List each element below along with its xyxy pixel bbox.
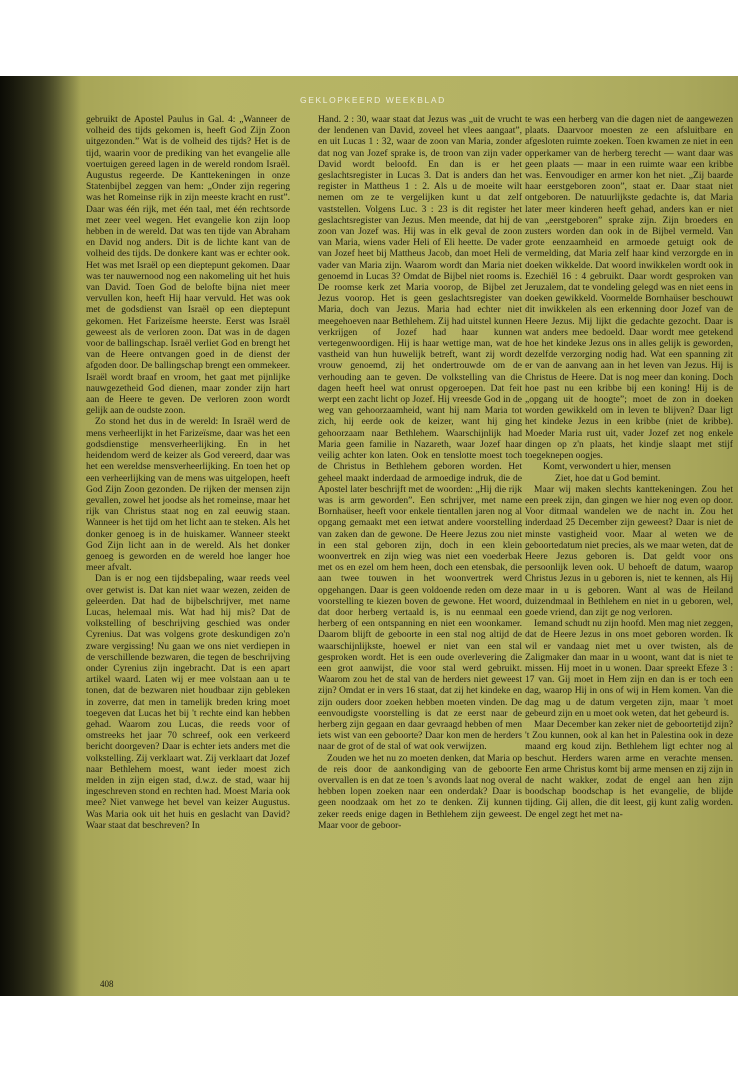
paragraph: Maar December kan zeker niet de geboortetijd zijn? 't Zou kunnen, ook al kan het in Palestina ook in deze maand erg koud zijn. Bethlehem ligt echter nog al beschut. Herders waren arme en verachte mensen. Een arme Christus komt bij arme mensen en zij zijn in de nacht wakker, zodat de engel aan hen zijn boodschap boodschap is het evangelie, de blijde tijding. Gij allen, die dit leest, gij kunt zalig worden. De engel zegt het met na- — [525, 718, 733, 820]
paragraph: Maar wij maken slechts kanttekeningen. Zou het een preek zijn, dan gingen we hier nog even op door. Voor ditmaal wandelen we de nacht in. Zou het inderdaad 25 December zijn geweest? Daar is niet de minste vastigheid voor. Maar al weten we de geboortedatum niet precies, als we maar weten, dat de Heere Jezus geboren is. Dat geldt voor ons persoonlijk leven ook. U behoeft de datum, waarop Christus Jezus in u geboren is, niet te kennen, als Hij maar in u is geboren. Want al was de Heiland duizendmaal in Bethlehem en niet in u geboren, wel, goede vriend, dan zijt ge nog verloren. — [525, 483, 733, 618]
paragraph: Iemand schudt nu zijn hoofd. Men mag niet zeggen, dat de Heere Jezus in ons moet geboren worden. Ik wil er vandaag niet met u over twisten, als de Zaligmaker dan maar in u woont, want dat is niet te missen. Hij moet in u wonen. Daar spreekt Efeze 3 : 17 van. Gij moet in Hem zijn en dan is er toch een dag, waarop Hij in ons of wij in Hem komen. Van die dag mag u de datum vergeten zijn, maar 't moet gebeurd zijn en u moet ook weten, dat het gebeurd is. — [525, 618, 733, 719]
verse-line: Komt, verwondert u hier, mensen — [543, 461, 671, 473]
paragraph: Zo stond het dus in de wereld: In Israël werd de mens verheerlijkt in het Farizeïsme, daar was het een godsdienstige mensverheerlijking. En in het heidendom werd de keizer als God vereerd, daar was het een wereldse mensverheerlijking. En toen het op een verheerlijking van de mens was uitgelopen, heeft God Zijn Zoon gezonden. De rijken der mensen zijn gevallen, zowel het joodse als het romeinse, maar het rijk van Christus staat nog en zal eeuwig staan. Wanneer is het tijd om het licht aan te steken. Als het donker genoeg is in de huiskamer. Wanneer steekt God Zijn licht aan in de wereld. Als het donker genoeg is geworden en de wereld hoe langer hoe meer afvalt. — [86, 416, 290, 574]
running-header: GEKLOPKEERD WEEKBLAD — [300, 95, 446, 105]
verse-line: Ziet, hoe dat u God bemint. — [555, 472, 661, 484]
paragraph: gebruikt de Apostel Paulus in Gal. 4: „Wanneer de volheid des tijds gekomen is, heeft God Zijn Zoon uitgezonden.” Wat is de volheid des tijds? Het is de tijd, waarin voor de prediking van het evangelie alle voertuigen gereed lagen in de wereld rondom Israël. Augustus regeerde. De Kanttekeningen in onze Statenbijbel zeggen van hem: „Onder zijn regering was het Romeinse rijk in zijn meeste kracht en rust”. Daar was één rijk, met één taal, met één rechtsorde met zeer veel wegen. Het evangelie kon zijn loop hebben in de wereld. Dat was ten tijde van Abraham en David nog anders. Dit is de lichte kant van de volheid des tijds. De donkere kant was er echter ook. Het was met Israël op een dieptepunt gekomen. Daar was ter nauwernood nog een nakomeling uit het huis van David. Toen God de belofte bijna niet meer vervullen kon, heeft Hij haar vervuld. Het was ook met de godsdienst van Israël op een dieptepunt gekomen. Het Farizeïsme heerste. Eerst was Israël geweest als de verloren zoon. Dat was in de dagen voor de ballingschap. Israël verliet God en brengt het van de Heere ontvangen goed in de dienst der afgoden door. De ballingschap brengt een ommekeer. Israël wordt braaf en vroom, het gaat met pijnlijke nauwgezetheid God dienen, maar zonder zijn hart aan de Heere te geven. De verloren zoon wordt gelijk aan de oudste zoon. — [86, 114, 290, 417]
scanned-page — [0, 76, 738, 996]
paragraph: Zouden we het nu zo moeten denken, dat Maria op de reis door de aankondiging van de geboorte overvallen is en dat ze toen 's avonds laat nog overal hebben lopen zoeken naar een onderdak? Daar is geen noodzaak om het zo te denken. Zij kunnen zeker reeds enige dagen in Bethlehem zijn geweest. Maar voor de geboor- — [318, 752, 522, 831]
text-column-3 — [525, 114, 733, 992]
paragraph: Hand. 2 : 30, waar staat dat Jezus was „uit de vrucht der lendenen van David, zoveel het vlees aangaat”, en uit Lucas 1 : 32, waar de zoon van Maria, zonder dat nog van Jozef sprake is, de troon van zijn vader David wordt beloofd. En dan is er het geslachtsregister in Lucas 3. Dat is anders dan het register in Mattheus 1 : 2. Als u de moeite wilt nemen om ze te vergelijken kunt u dat zelf vaststellen. Volgens Luc. 3 : 23 is dit register het geslachtsregister van Jezus. Men meende, dat hij de zoon van Jozef was. Hij was in elk geval de zoon van Maria, wiens vader Heli of Eli heette. De vader van Jozef heet bij Mattheus Jacob, dan moet Heli de vader van Maria zijn. Waarom wordt dan Maria niet genoemd in Lucas 3? Omdat de Bijbel niet rooms is. De roomse kerk zet Maria voorop, de Bijbel zet Jezus voorop. Het is geen geslachtsregister van Maria, doch van Jezus. Maria had echter niet meegehoeven naar Bethlehem. Zij had uitstel kunnen verkrijgen of Jozef had haar kunnen vertegenwoordigen. Hij is haar wettige man, wat de vastheid van hun huwelijk betreft, want zij wordt vrouw genoemd, zij het ondertrouwde om de verhouding aan te geven. De volkstelling van die dagen heeft heel wat onrust opgeroepen. Dat feit werpt een zacht licht op Jozef. Hij vreesde God in de weg van gehoorzaamheid, want hij nam Maria tot zich, hij eerde ook de keizer, want hij ging gehoorzaam naar Bethlehem. Waarschijnlijk had Maria geen familie in Nazareth, waar Jozef haar veilig achter kon laten. Ook en tenslotte moest toch de Christus in Bethlehem geboren worden. Het geheel maakt inderdaad de armoedige indruk, die de Apostel later beschrijft met de woorden: „Hij die rijk was is arm geworden”. Een schrijver, met name Bornhaüser, heeft voor enkele tientallen jaren nog al opgang gemaakt met een ietwat andere voorstelling van zaken dan de gewone. De Heere Jezus zou niet in een stal geboren zijn, doch in een klein woonvertrek en zijn wieg was niet een voederbak met os en ezel om hem heen, doch een etensbak, die aan twee touwen in het woonvertrek werd opgehangen. Daar is geen voldoende reden om deze voorstelling te kiezen boven de gewone. Het woord, dat door herberg vertaald is, is nu eenmaal een herberg of een ontspanning en niet een woonkamer. Daarom blijft de geboorte in een stal nog altijd de waarschijnlijkste, hoewel er niet van een stal gesproken wordt. Het is een oude overlevering die een grot aanwijst, die voor stal werd gebruikt. Waarom zou het de stal van de herders niet geweest zijn? Omdat er in vers 16 staat, dat zij het kindeke en zijn ouders door zoeken hebben moeten vinden. De eenvoudigste voorstelling is dat ze eerst naar de herberg zijn gegaan en daar gevraagd hebben of men iets wist van een geboorte? Daar kon men de herders naar de grot of de stal of wat ook verwijzen. — [318, 114, 522, 753]
paragraph: te was een herberg van die dagen niet de aangewezen plaats. Daarvoor moesten ze een afsluitbare en afgesloten ruimte zoeken. Toen kwamen ze niet in een opperkamer van de herberg terecht — want daar was geen plaats — maar in een ruimte waar een kribbe was. Eenvoudiger en armer kon het niet. „Zij baarde haar eerstgeboren zoon”, staat er. Daar staat niet ontgeboren. De natuurlijkste gedachte is, dat Maria later meer kinderen heeft gehad, anders kan er niet van „eerstgeboren” sprake zijn. Zijn broeders en zusters worden dan ook in de Bijbel vermeld. Van grote eenzaamheid en armoede getuigt ook de vermelding, dat Maria zelf haar kind verzorgde en in doeken wikkelde. Dat woord inwikkelen wordt ook in Ezechiël 16 : 4 gebruikt. Daar wordt gesproken van Jeruzalem, dat te vondeling gelegd was en niet eens in doeken gewikkeld. Voormelde Bornhaüser beschouwt dit inwikkelen als een erkenning door Jozef van de Heere Jezus. Mij lijkt die gedachte gezocht. Daar is wat anders mee bedoeld. Daar wordt mee getekend hoe het kindeke Jezus ons in alles gelijk is geworden, dezelfde verzorging nodig had. Wat een spanning zit er van de aanvang aan in het leven van Jezus. Hij is Christus de Heere. Dat is nog meer dan koning. Doch hoe past nu een kribbe bij een koning! Hij is de „opgang uit de hoogte”; moet de zon in doeken worden gewikkeld om in leven te blijven? Daar ligt het kindeke Jezus in een kribbe (niet de kribbe). Moeder Maria rust uit, vader Jozef zet nog enkele dingen op z'n plaats, het kindje slaapt met stijf toegeknepen oogjes. — [525, 114, 733, 462]
text-column-2 — [318, 114, 522, 992]
page-number: 408 — [100, 979, 114, 989]
text-column-1 — [86, 114, 290, 992]
paragraph: Dan is er nog een tijdsbepaling, waar reeds veel over getwist is. Dat kan niet waar wezen, zeiden de geleerden. Dat had de bijbelschrijver, met name Lucas, helemaal mis. Wat had hij mis? Dat de volkstelling of beschrijving geschied was onder Cyrenius. Dat was volgens grote deskundigen zo'n zware vergissing! Nu gaan we ons niet verdiepen in de verschillende bezwaren, die tegen de beschrijving onder Cyrenius zijn ingebracht. Dat is een apart artikel waard. Laten wij er mee volstaan aan u te tonen, dat de bezwaren niet houdbaar zijn gebleken in zoverre, dat men in tamelijk breden kring moet toegeven dat Lucas het bij 't rechte eind kan hebben gehad. Waarom zou Lucas, die reeds voor of omstreeks het jaar 70 schreef, ook een verkeerd bericht doorgeven? Daar is echter iets anders met die volkstelling. Zij verklaart wat. Zij verklaart dat Jozef naar Bethlehem moest, want ieder moest zich melden in zijn eigen stad, d.w.z. de stad, waar hij ingeschreven stond en rechten had. Moest Maria ook mee? Niet vanwege het bevel van keizer Augustus. Was Maria ook uit het huis en geslacht van David? Waar staat dat beschreven? In — [86, 573, 290, 831]
